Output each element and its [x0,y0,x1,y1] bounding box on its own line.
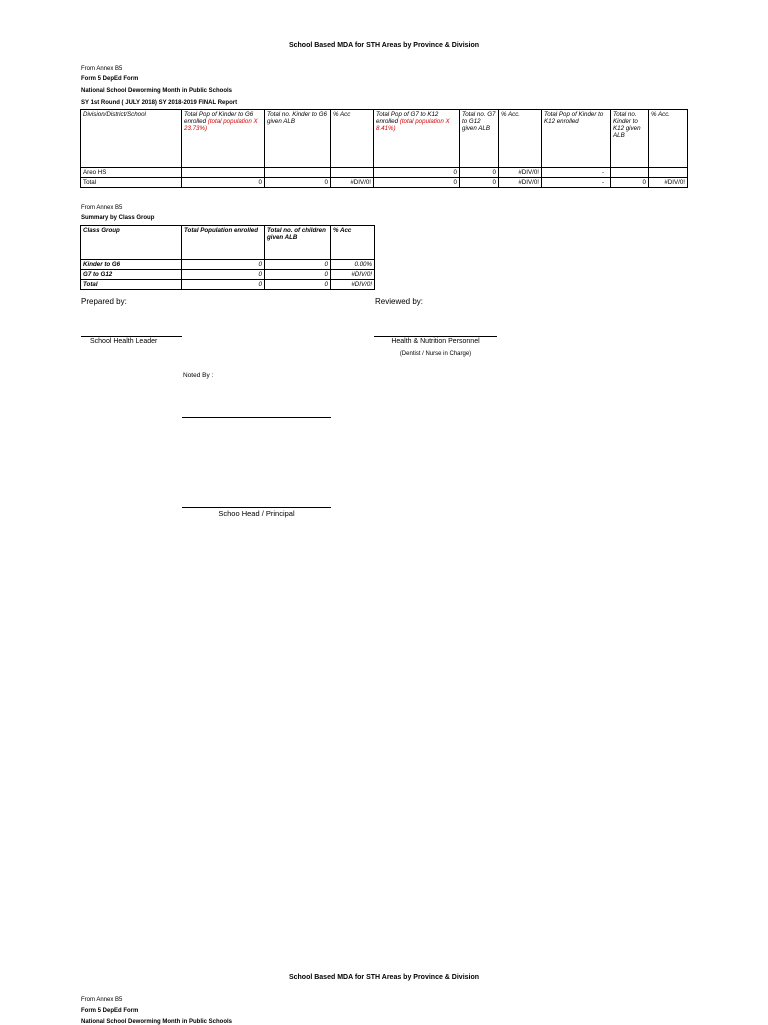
cell-acc: 0.00% [331,260,375,270]
cell-given-g7: 0 [460,178,499,188]
annex-label: From Annex B5 [81,66,123,72]
cell-acc-k6: #DIV/0! [331,178,374,188]
cell-given: 0 [265,260,331,270]
cell-group: G7 to G12 [81,270,182,280]
signature-line-personnel [374,336,497,337]
cell-acc-g7: #DIV/0! [499,178,542,188]
cell-acc-k12 [649,168,688,178]
header-pop-g7-note: (total population X 8.41%) [376,118,450,133]
reviewed-by-label: Reviewed by: [375,297,424,306]
header-class-group: Class Group [81,226,182,260]
cell-given-k12: 0 [611,178,649,188]
signature-line-leader [81,336,182,337]
cell-pop-k12: - [542,178,611,188]
header-pop-k12: Total Pop of Kinder to K12 enrolled [542,110,611,168]
table-row [81,270,375,280]
page2-form-label: Form 5 DepEd Form [81,1008,139,1014]
cell-given-g7: 0 [460,168,499,178]
main-table [80,109,688,188]
table-row [81,280,375,290]
header-total-given: Total no. of children given ALB [265,226,331,260]
program-label: National School Deworming Month in Public Schools [81,88,233,94]
cell-school: Areo HS [81,168,182,178]
cell-given: 0 [265,280,331,290]
report-label: SY 1st Round ( JULY 2018) SY 2018-2019 FINAL Report [81,100,238,106]
cell-school: Total [81,178,182,188]
summary-title: Summary by Class Group [81,215,155,221]
page2-title: School Based MDA for STH Areas by Province & Division [288,974,480,981]
cell-given-k6 [265,168,331,178]
noted-by-label: Noted By : [183,372,214,379]
header-given-k6: Total no. Kinder to G6 given ALB [265,110,331,168]
cell-pop-g7: 0 [374,178,460,188]
school-health-leader-label: School Health Leader [90,338,158,345]
cell-acc: #DIV/0! [331,280,375,290]
signature-line-noted [182,417,331,418]
header-acc-g7: % Acc. [499,110,542,168]
cell-pop-k6 [182,168,265,178]
school-head-label: Schoo Head / Principal [218,509,295,518]
header-acc: % Acc [331,226,375,260]
cell-pop: 0 [182,280,265,290]
cell-pop-k12: - [542,168,611,178]
header-given-k12: Total no. Kinder to K12 given ALB [611,110,649,168]
page-title: School Based MDA for STH Areas by Province & Division [288,42,480,49]
header-pop-g7: Total Pop of G7 to K12 enrolled (total population X 8.41%) [374,110,460,168]
cell-group: Total [81,280,182,290]
cell-pop: 0 [182,260,265,270]
cell-pop-k6: 0 [182,178,265,188]
page2-annex-label: From Annex B5 [81,997,123,1003]
header-school: Division/District/School [81,110,182,168]
cell-acc: #DIV/0! [331,270,375,280]
cell-pop-g7: 0 [374,168,460,178]
cell-pop: 0 [182,270,265,280]
table-row [81,168,688,178]
prepared-by-label: Prepared by: [81,297,127,306]
cell-acc-k12: #DIV/0! [649,178,688,188]
header-total-population: Total Population enrolled [182,226,265,260]
cell-acc-k6 [331,168,374,178]
header-acc-k12: % Acc. [649,110,688,168]
health-personnel-label: Health & Nutrition Personnel [391,338,480,345]
signature-line-head [182,507,331,508]
health-personnel-sub: (Dentist / Nurse in Charge) [399,351,472,357]
cell-given-k6: 0 [265,178,331,188]
page2-program-label: National School Deworming Month in Public Schools [81,1019,233,1025]
cell-given-k12 [611,168,649,178]
header-given-g7: Total no. G7 to G12 given ALB [460,110,499,168]
cell-group: Kinder to G6 [81,260,182,270]
cell-given: 0 [265,270,331,280]
summary-table [80,225,375,290]
summary-annex-label: From Annex B5 [81,205,123,211]
header-pop-k6: Total Pop of Kinder to G6 enrolled (total population X 23.73%) [182,110,265,168]
form-label: Form 5 DepEd Form [81,76,139,82]
table-row [81,260,375,270]
header-pop-k6-note: (total population X 23.73%) [184,118,258,133]
header-acc-k6: % Acc [331,110,374,168]
table-row [81,178,688,188]
cell-acc-g7: #DIV/0! [499,168,542,178]
